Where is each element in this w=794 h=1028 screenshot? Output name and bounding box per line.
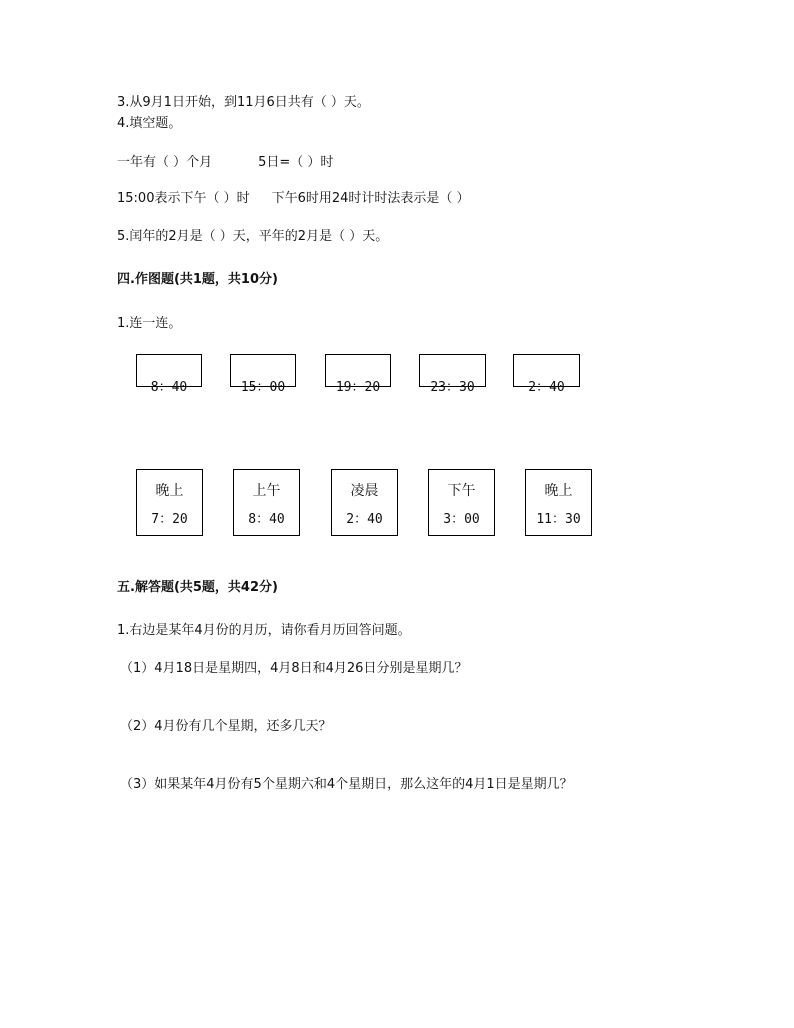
period-time: 11：30 [536,512,581,527]
period-label: 下午 [447,483,476,499]
section-4-title: 四.作图题(共1题，共10分) [117,272,278,287]
period-card-1[interactable] [136,469,203,536]
time-box-5[interactable]: 2：40 [513,354,580,387]
section-5-sub-question-1: （1）4月18日是星期四，4月8日和4月26日分别是星期几？ [120,661,468,676]
section-5-sub-question-2: （2）4月份有几个星期，还多几天？ [120,719,332,734]
question-4-row-2 [117,191,470,207]
time-box-4[interactable]: 23：30 [419,354,486,387]
time-box-3[interactable]: 19：20 [325,354,391,387]
question-3: 3.从9月1日开始，到11月6日共有（ ）天。 [117,95,370,110]
period-time: 8：40 [248,512,285,527]
period-time: 3：00 [443,512,480,527]
section-5-sub-question-3: （3）如果某年4月份有5个星期六和4个星期日，那么这年的4月1日是星期几？ [120,777,573,792]
period-card-2[interactable] [233,469,300,536]
section-4-question-1: 1.连一连。 [117,316,182,331]
period-card-3[interactable] [331,469,398,536]
question-5: 5.闰年的2月是（ ）天，平年的2月是（ ）天。 [117,229,389,244]
question-4-hours: 5日=（ ）时 [258,155,334,170]
section-5-question-1: 1.右边是某年4月份的月历，请你看月历回答问题。 [117,623,411,638]
period-card-5[interactable] [525,469,592,536]
period-label: 晚上 [155,483,184,499]
period-label: 晚上 [544,483,573,499]
question-4-heading: 4.填空题。 [117,116,182,131]
time-box-2[interactable]: 15：00 [230,354,296,387]
period-time: 2：40 [346,512,383,527]
section-5-title: 五.解答题(共5题，共42分) [117,580,278,595]
period-card-4[interactable] [428,469,495,536]
question-4-24h: 下午6时用24时计时法表示是（ ） [271,191,470,206]
question-4-afternoon: 15:00表示下午（ ）时 [117,191,250,206]
time-box-1[interactable]: 8：40 [136,354,202,387]
question-4-months: 一年有（ ）个月 [117,155,213,170]
question-4-row-1 [117,155,333,171]
period-label: 凌晨 [350,483,379,499]
period-label: 上午 [252,483,281,499]
period-time: 7：20 [151,512,188,527]
